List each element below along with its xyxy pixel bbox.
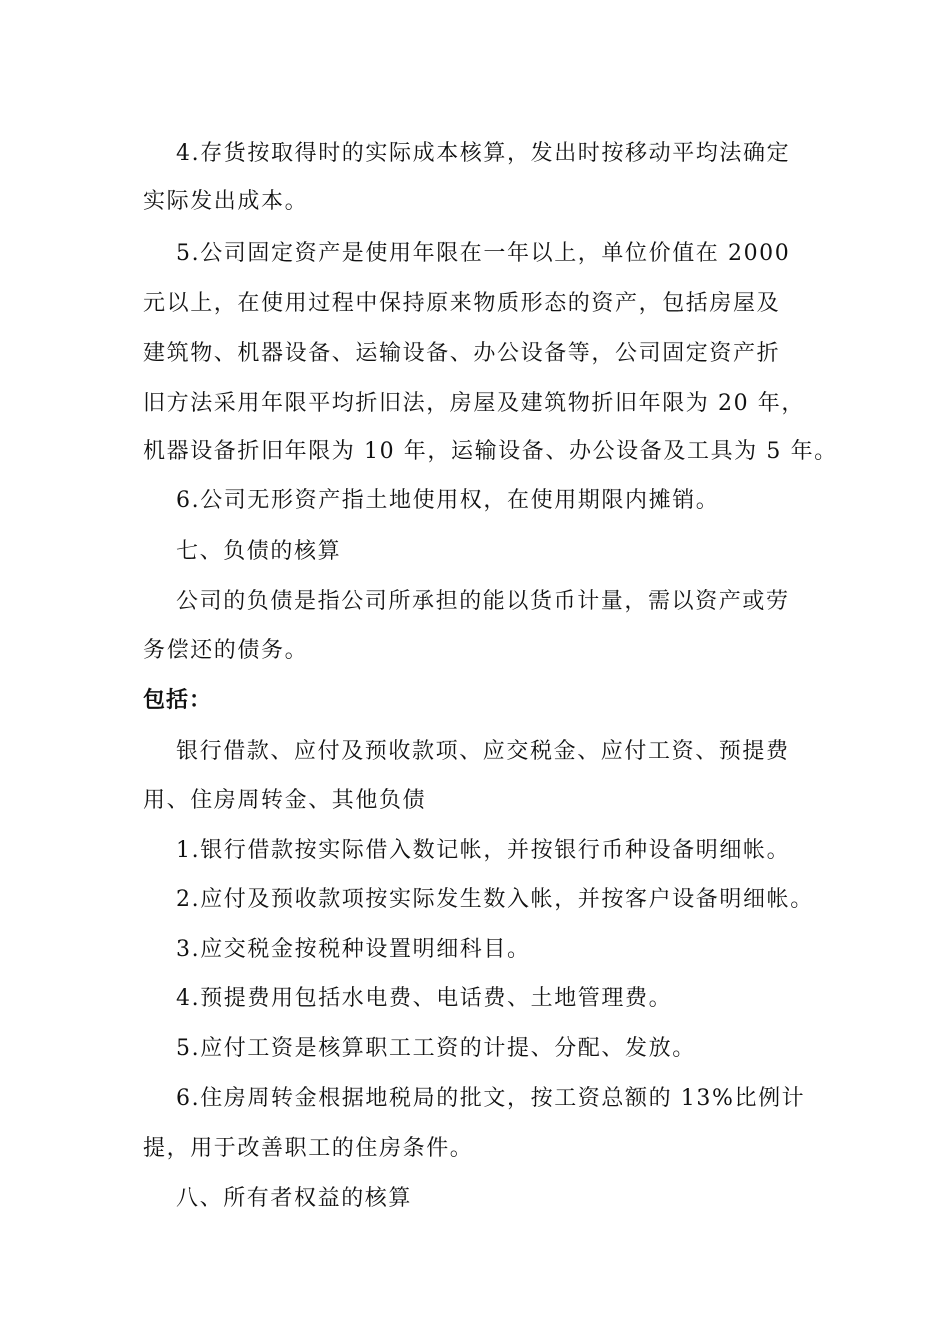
paragraph-line: 建筑物、机器设备、运输设备、办公设备等，公司固定资产折 [143, 341, 781, 366]
list-item: 6.住房周转金根据地税局的批文，按工资总额的 13%比例计 [176, 1086, 806, 1111]
paragraph-line: 提，用于改善职工的住房条件。 [143, 1136, 474, 1161]
paragraph-line: 公司的负债是指公司所承担的能以货币计量，需以资产或劳 [176, 589, 790, 614]
list-item: 4.预提费用包括水电费、电话费、土地管理费。 [176, 986, 673, 1011]
section-heading: 八、所有者权益的核算 [176, 1186, 413, 1211]
list-item: 1.银行借款按实际借入数记帐，并按银行币种设备明细帐。 [176, 838, 791, 863]
paragraph-line: 6.公司无形资产指土地使用权，在使用期限内摊销。 [176, 488, 720, 513]
paragraph-line: 4.存货按取得时的实际成本核算，发出时按移动平均法确定 [176, 141, 791, 166]
paragraph-line: 实际发出成本。 [143, 189, 309, 214]
paragraph-line: 用、住房周转金、其他负债 [143, 788, 427, 813]
paragraph-line: 旧方法采用年限平均折旧法，房屋及建筑物折旧年限为 20 年， [143, 391, 805, 416]
paragraph-line: 机器设备折旧年限为 10 年，运输设备、办公设备及工具为 5 年。 [143, 439, 838, 464]
paragraph-line: 5.公司固定资产是使用年限在一年以上，单位价值在 2000 [176, 241, 791, 266]
paragraph-line: 元以上，在使用过程中保持原来物质形态的资产，包括房屋及 [143, 291, 781, 316]
section-heading: 七、负债的核算 [176, 539, 342, 564]
list-item: 3.应交税金按税种设置明细科目。 [176, 937, 531, 962]
paragraph-line: 务偿还的债务。 [143, 638, 309, 663]
list-item: 2.应付及预收款项按实际发生数入帐，并按客户设备明细帐。 [176, 887, 814, 912]
paragraph-line: 银行借款、应付及预收款项、应交税金、应付工资、预提费 [176, 739, 790, 764]
bold-label: 包括： [143, 688, 213, 713]
list-item: 5.应付工资是核算职工工资的计提、分配、发放。 [176, 1036, 696, 1061]
